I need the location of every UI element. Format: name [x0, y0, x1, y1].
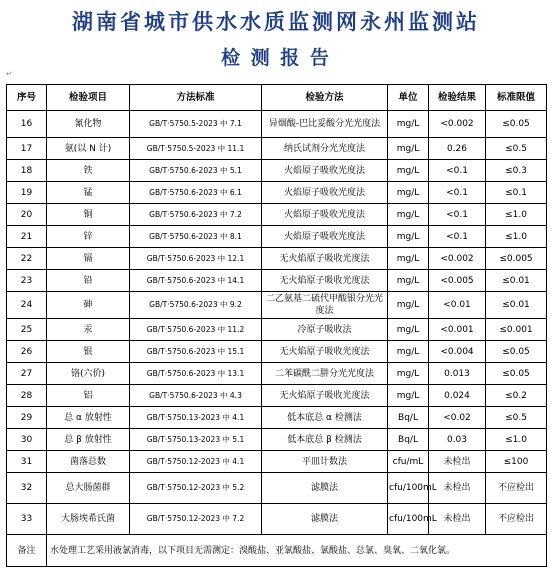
cell-no: 20 — [7, 204, 47, 226]
cell-unit: mg/L — [388, 160, 429, 182]
header-method: 检验方法 — [262, 85, 388, 111]
cell-result: <0.1 — [429, 204, 486, 226]
cell-method: 二乙氨基二硫代甲酸银分光光度法 — [262, 292, 388, 319]
table-row — [7, 504, 547, 535]
cell-item: 氰化物 — [47, 111, 130, 138]
cell-item: 菌落总数 — [47, 451, 130, 473]
cell-item: 大肠埃希氏菌 — [47, 504, 130, 535]
cell-method: 低本底总 α 检测法 — [262, 407, 388, 429]
cell-limit: ≤0.5 — [486, 407, 547, 429]
cell-item: 锌 — [47, 226, 130, 248]
cell-unit: cfu/100mL — [388, 504, 429, 535]
cell-no: 32 — [7, 473, 47, 504]
table-row — [7, 429, 547, 451]
cell-standard: GB/T·5750.6-2023 中 11.2 — [130, 319, 262, 341]
report-title: 湖南省城市供水水质监测网永州监测站 — [72, 9, 480, 34]
cell-no: 22 — [7, 248, 47, 270]
cell-no: 31 — [7, 451, 47, 473]
cell-standard: GB/T·5750.6-2023 中 12.1 — [130, 248, 262, 270]
cell-limit: ≤0.05 — [486, 111, 547, 138]
cell-method: 火焰原子吸收光度法 — [262, 226, 388, 248]
cell-item: 铅 — [47, 270, 130, 292]
cell-standard: GB/T·5750.6-2023 中 13.1 — [130, 363, 262, 385]
cell-unit: mg/L — [388, 319, 429, 341]
cell-limit: ≤1.0 — [486, 226, 547, 248]
cell-limit: ≤0.3 — [486, 160, 547, 182]
results-table — [6, 84, 547, 567]
cell-method: 滤膜法 — [262, 504, 388, 535]
table-row — [7, 182, 547, 204]
notes-row — [7, 535, 547, 567]
cell-limit: ≤0.01 — [486, 270, 547, 292]
cell-no: 17 — [7, 138, 47, 160]
header-standard: 方法标准 — [130, 85, 262, 111]
cell-method: 异烟酸-巴比妥酸分光光度法 — [262, 111, 388, 138]
cell-method: 平皿计数法 — [262, 451, 388, 473]
cell-result: 0.03 — [429, 429, 486, 451]
cell-standard: GB/T·5750.12-2023 中 7.2 — [130, 504, 262, 535]
table-row — [7, 248, 547, 270]
cell-unit: mg/L — [388, 182, 429, 204]
cell-standard: GB/T·5750.5-2023 中 7.1 — [130, 111, 262, 138]
cell-standard: GB/T·5750.12-2023 中 5.2 — [130, 473, 262, 504]
cell-standard: GB/T·5750.12-2023 中 4.1 — [130, 451, 262, 473]
cell-result: <0.1 — [429, 182, 486, 204]
cell-method: 低本底总 β 检测法 — [262, 429, 388, 451]
cell-standard: GB/T·5750.6-2023 中 5.1 — [130, 160, 262, 182]
table-row — [7, 451, 547, 473]
header-no: 序号 — [7, 85, 47, 111]
cell-unit: mg/L — [388, 138, 429, 160]
cell-result: <0.002 — [429, 248, 486, 270]
cell-item: 砷 — [47, 292, 130, 319]
cell-unit: cfu/mL — [388, 451, 429, 473]
table-row — [7, 341, 547, 363]
cell-method: 无火焰原子吸收光度法 — [262, 385, 388, 407]
cell-limit: ≤100 — [486, 451, 547, 473]
paragraph-mark: ↵ — [6, 70, 12, 78]
table-row — [7, 111, 547, 138]
cell-limit: ≤0.001 — [486, 319, 547, 341]
cell-method: 纳氏试剂分光光度法 — [262, 138, 388, 160]
cell-no: 21 — [7, 226, 47, 248]
header-limit: 标准限值 — [486, 85, 547, 111]
table-row — [7, 138, 547, 160]
cell-limit: ≤0.2 — [486, 385, 547, 407]
cell-no: 30 — [7, 429, 47, 451]
cell-item: 铁 — [47, 160, 130, 182]
table-row — [7, 292, 547, 319]
cell-standard: GB/T·5750.6-2023 中 14.1 — [130, 270, 262, 292]
cell-method: 滤膜法 — [262, 473, 388, 504]
cell-standard: GB/T·5750.5-2023 中 11.1 — [130, 138, 262, 160]
cell-no: 23 — [7, 270, 47, 292]
table-row — [7, 204, 547, 226]
table-row — [7, 319, 547, 341]
cell-standard: GB/T·5750.6-2023 中 9.2 — [130, 292, 262, 319]
table-row — [7, 226, 547, 248]
cell-unit: mg/L — [388, 270, 429, 292]
cell-limit: ≤1.0 — [486, 204, 547, 226]
cell-limit: ≤1.0 — [486, 429, 547, 451]
cell-unit: mg/L — [388, 226, 429, 248]
cell-limit: ≤0.5 — [486, 138, 547, 160]
cell-item: 铬(六价) — [47, 363, 130, 385]
cell-item: 锰 — [47, 182, 130, 204]
cell-result: <0.02 — [429, 407, 486, 429]
notes-text: 水处理工艺采用液氯消毒，以下项目无需测定：溴酸盐、亚氯酸盐、氯酸盐、总氯、臭氧、二氧化氯。 — [47, 535, 547, 567]
header-item: 检验项目 — [47, 85, 130, 111]
cell-unit: mg/L — [388, 292, 429, 319]
cell-result: 未检出 — [429, 473, 486, 504]
cell-method: 无火焰原子吸收光度法 — [262, 270, 388, 292]
notes-label: 备注 — [7, 535, 47, 567]
cell-method: 二苯碳酰二肼分光光度法 — [262, 363, 388, 385]
cell-result: <0.001 — [429, 319, 486, 341]
cell-item: 铜 — [47, 204, 130, 226]
cell-limit: ≤0.005 — [486, 248, 547, 270]
cell-limit: ≤0.01 — [486, 292, 547, 319]
cell-method: 火焰原子吸收光度法 — [262, 160, 388, 182]
cell-result: 0.024 — [429, 385, 486, 407]
cell-result: <0.1 — [429, 226, 486, 248]
cell-unit: mg/L — [388, 341, 429, 363]
table-row — [7, 407, 547, 429]
cell-unit: Bq/L — [388, 407, 429, 429]
cell-result: <0.004 — [429, 341, 486, 363]
cell-standard: GB/T·5750.13-2023 中 4.1 — [130, 407, 262, 429]
table-row — [7, 160, 547, 182]
cell-unit: mg/L — [388, 204, 429, 226]
cell-item: 总 β 放射性 — [47, 429, 130, 451]
cell-unit: mg/L — [388, 363, 429, 385]
cell-no: 25 — [7, 319, 47, 341]
cell-limit: 不应检出 — [486, 504, 547, 535]
cell-item: 总大肠菌群 — [47, 473, 130, 504]
cell-standard: GB/T·5750.6-2023 中 6.1 — [130, 182, 262, 204]
cell-no: 27 — [7, 363, 47, 385]
cell-standard: GB/T·5750.6-2023 中 4.3 — [130, 385, 262, 407]
cell-standard: GB/T·5750.6-2023 中 8.1 — [130, 226, 262, 248]
table-row — [7, 385, 547, 407]
cell-no: 18 — [7, 160, 47, 182]
cell-result: <0.01 — [429, 292, 486, 319]
cell-no: 24 — [7, 292, 47, 319]
cell-result: <0.002 — [429, 111, 486, 138]
table-row — [7, 473, 547, 504]
cell-item: 汞 — [47, 319, 130, 341]
cell-standard: GB/T·5750.6-2023 中 7.2 — [130, 204, 262, 226]
cell-method: 火焰原子吸收光度法 — [262, 204, 388, 226]
cell-no: 28 — [7, 385, 47, 407]
cell-no: 19 — [7, 182, 47, 204]
table-header-row — [7, 85, 547, 111]
cell-standard: GB/T·5750.13-2023 中 5.1 — [130, 429, 262, 451]
cell-no: 16 — [7, 111, 47, 138]
cell-method: 无火焰原子吸收光度法 — [262, 341, 388, 363]
cell-result: <0.1 — [429, 160, 486, 182]
cell-item: 氨(以 N 计) — [47, 138, 130, 160]
cell-item: 银 — [47, 341, 130, 363]
cell-result: 未检出 — [429, 504, 486, 535]
report-subtitle: 检 测 报 告 — [221, 47, 331, 69]
cell-item: 总 α 放射性 — [47, 407, 130, 429]
cell-result: <0.005 — [429, 270, 486, 292]
cell-item: 铝 — [47, 385, 130, 407]
cell-limit: ≤0.05 — [486, 341, 547, 363]
cell-method: 冷原子吸收法 — [262, 319, 388, 341]
cell-method: 火焰原子吸收光度法 — [262, 182, 388, 204]
cell-limit: ≤0.05 — [486, 363, 547, 385]
cell-method: 无火焰原子吸收光度法 — [262, 248, 388, 270]
cell-unit: mg/L — [388, 385, 429, 407]
header-result: 检验结果 — [429, 85, 486, 111]
cell-unit: mg/L — [388, 248, 429, 270]
cell-result: 0.013 — [429, 363, 486, 385]
cell-unit: cfu/100mL — [388, 473, 429, 504]
cell-no: 33 — [7, 504, 47, 535]
cell-limit: ≤0.1 — [486, 182, 547, 204]
cell-result: 0.26 — [429, 138, 486, 160]
cell-unit: Bq/L — [388, 429, 429, 451]
cell-no: 29 — [7, 407, 47, 429]
cell-unit: mg/L — [388, 111, 429, 138]
header-unit: 单位 — [388, 85, 429, 111]
table-row — [7, 270, 547, 292]
cell-no: 26 — [7, 341, 47, 363]
cell-limit: 不应检出 — [486, 473, 547, 504]
cell-standard: GB/T·5750.6-2023 中 15.1 — [130, 341, 262, 363]
cell-result: 未检出 — [429, 451, 486, 473]
cell-item: 镉 — [47, 248, 130, 270]
table-row — [7, 363, 547, 385]
